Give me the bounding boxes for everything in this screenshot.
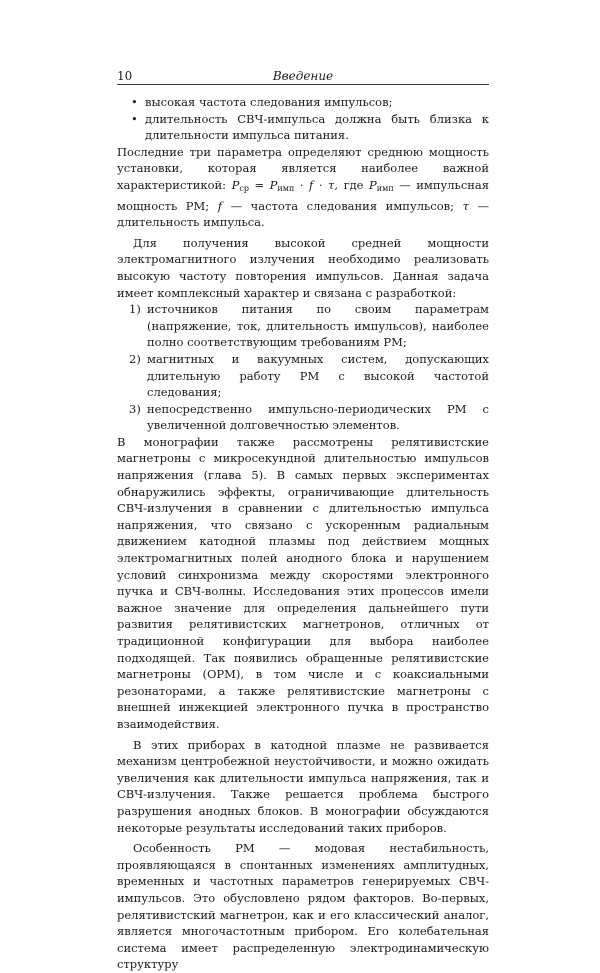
paragraph-monograph: В монографии также рассмотрены релятивистские магнетроны с микросекундной длительностью импульсов напряжения (глава 5). В самых первых экспериментах обнаружились эффекты, ограничивающие длительность СВЧ-излучения в сравнении с длительностью импульса напряжения, что связано с ускоренным радиальным движением катодной плазмы под действием мощных электромагнитных полей анодного блока и нарушением условий синхронизма между скоростями электронного пучка и СВЧ-волны. Исследования этих процессов имели важное значение для определения дальнейшего пути развития релятивистских магнетронов, отличных от традиционной конфигурации для выбора наиболее подходящей. Так появились обращенные релятивистские магнетроны (ОРМ), в том числе и с коаксиальными резонаторами, а также релятивистские магнетроны с внешней инжекцией электронного пучка в пространство взаимодействия. <box>117 434 489 731</box>
subscript-imp: имп <box>376 183 394 193</box>
item-number: 3) <box>129 401 141 416</box>
item-number: 1) <box>129 302 141 317</box>
paragraph-feature: Особенность РМ — модовая нестабильность, проявляющаяся в спонтанных изменениях амплитудных, временных и частотных параметров генерируемых СВЧ-импульсов. Это обусловлено рядом факторов. Во-первых, релятивистский магнетрон, как и его классический аналог, является многочастотным прибором. Его колебательная система имеет распределенную электродинамическую структуру <box>117 841 489 972</box>
page-body <box>117 94 489 973</box>
bullet-icon: • <box>131 95 138 109</box>
formula-intro-text: Последние три параметра определяют среднюю мощность установки, которая является наиболее важной характеристикой: <box>117 144 489 192</box>
var-p: P <box>269 177 278 192</box>
bullet-list <box>117 94 489 144</box>
bullet-item <box>117 94 489 111</box>
p-imp-description: — импульсная мощность РМ; <box>117 177 490 213</box>
item-text: источников питания по своим параметрам (напряжение, ток, длительность импульсов), наиболее полно соответствующим требованиям РМ; <box>147 302 489 350</box>
item-text: непосредственно импульсно-периодических РМ с увеличенной долговечностью элементов. <box>147 401 489 433</box>
numbered-item <box>117 401 489 434</box>
bullet-item <box>117 111 489 144</box>
item-number: 2) <box>129 351 141 366</box>
paragraph-devices: В этих приборах в катодной плазме не развивается механизм центробежной неустойчивости, и можно ожидать увеличения как длительности импульса напряжения, так и СВЧ-излучения. Также решается проблема быстрого разрушения анодных блоков. В монографии обсуждаются некоторые результаты исследований таких приборов. <box>117 737 489 835</box>
subscript-imp: имп <box>277 183 295 193</box>
var-p: P <box>231 177 240 192</box>
page-number: 10 <box>117 69 133 83</box>
var-p: P <box>369 177 377 192</box>
where-text: где <box>343 177 364 192</box>
tau-description: — длительность импульса. <box>117 198 490 230</box>
numbered-item <box>117 351 489 401</box>
numbered-list <box>117 301 489 434</box>
paragraph-high-power: Для получения высокой средней мощности электромагнитного излучения необходимо реализовать высокую частоту повторения импульсов. Данная задача имеет комплексный характер и связана с разработкой: <box>117 235 489 300</box>
running-title: Введение <box>272 69 334 83</box>
page-header <box>117 68 489 85</box>
item-text: магнитных и вакуумных систем, допускающих длительную работу РМ с высокой частотой следования; <box>147 351 489 400</box>
var-tau: τ <box>328 177 335 192</box>
var-f: f <box>217 198 223 213</box>
paragraph-power-formula: Последние три параметра определяют среднюю мощность установки, которая является наиболее важной характеристикой: $P_{ср} = P_{имп} \cdot f \cdot \tau$, где $P_{имп}$ — импульсная мощность РМ; f — частота следования импульсов; τ — длительность импульса. <box>117 144 490 230</box>
var-tau: τ <box>462 198 469 213</box>
bullet-text: длительность СВЧ-импульса должна быть близка к длительности импульса питания. <box>145 111 489 143</box>
bullet-text: высокая частота следования импульсов; <box>145 95 393 109</box>
f-description: — частота следования импульсов; <box>230 198 454 213</box>
numbered-item <box>117 301 489 351</box>
subscript-avg: ср <box>239 183 249 193</box>
var-f: f <box>309 177 314 192</box>
bullet-icon: • <box>131 111 138 126</box>
